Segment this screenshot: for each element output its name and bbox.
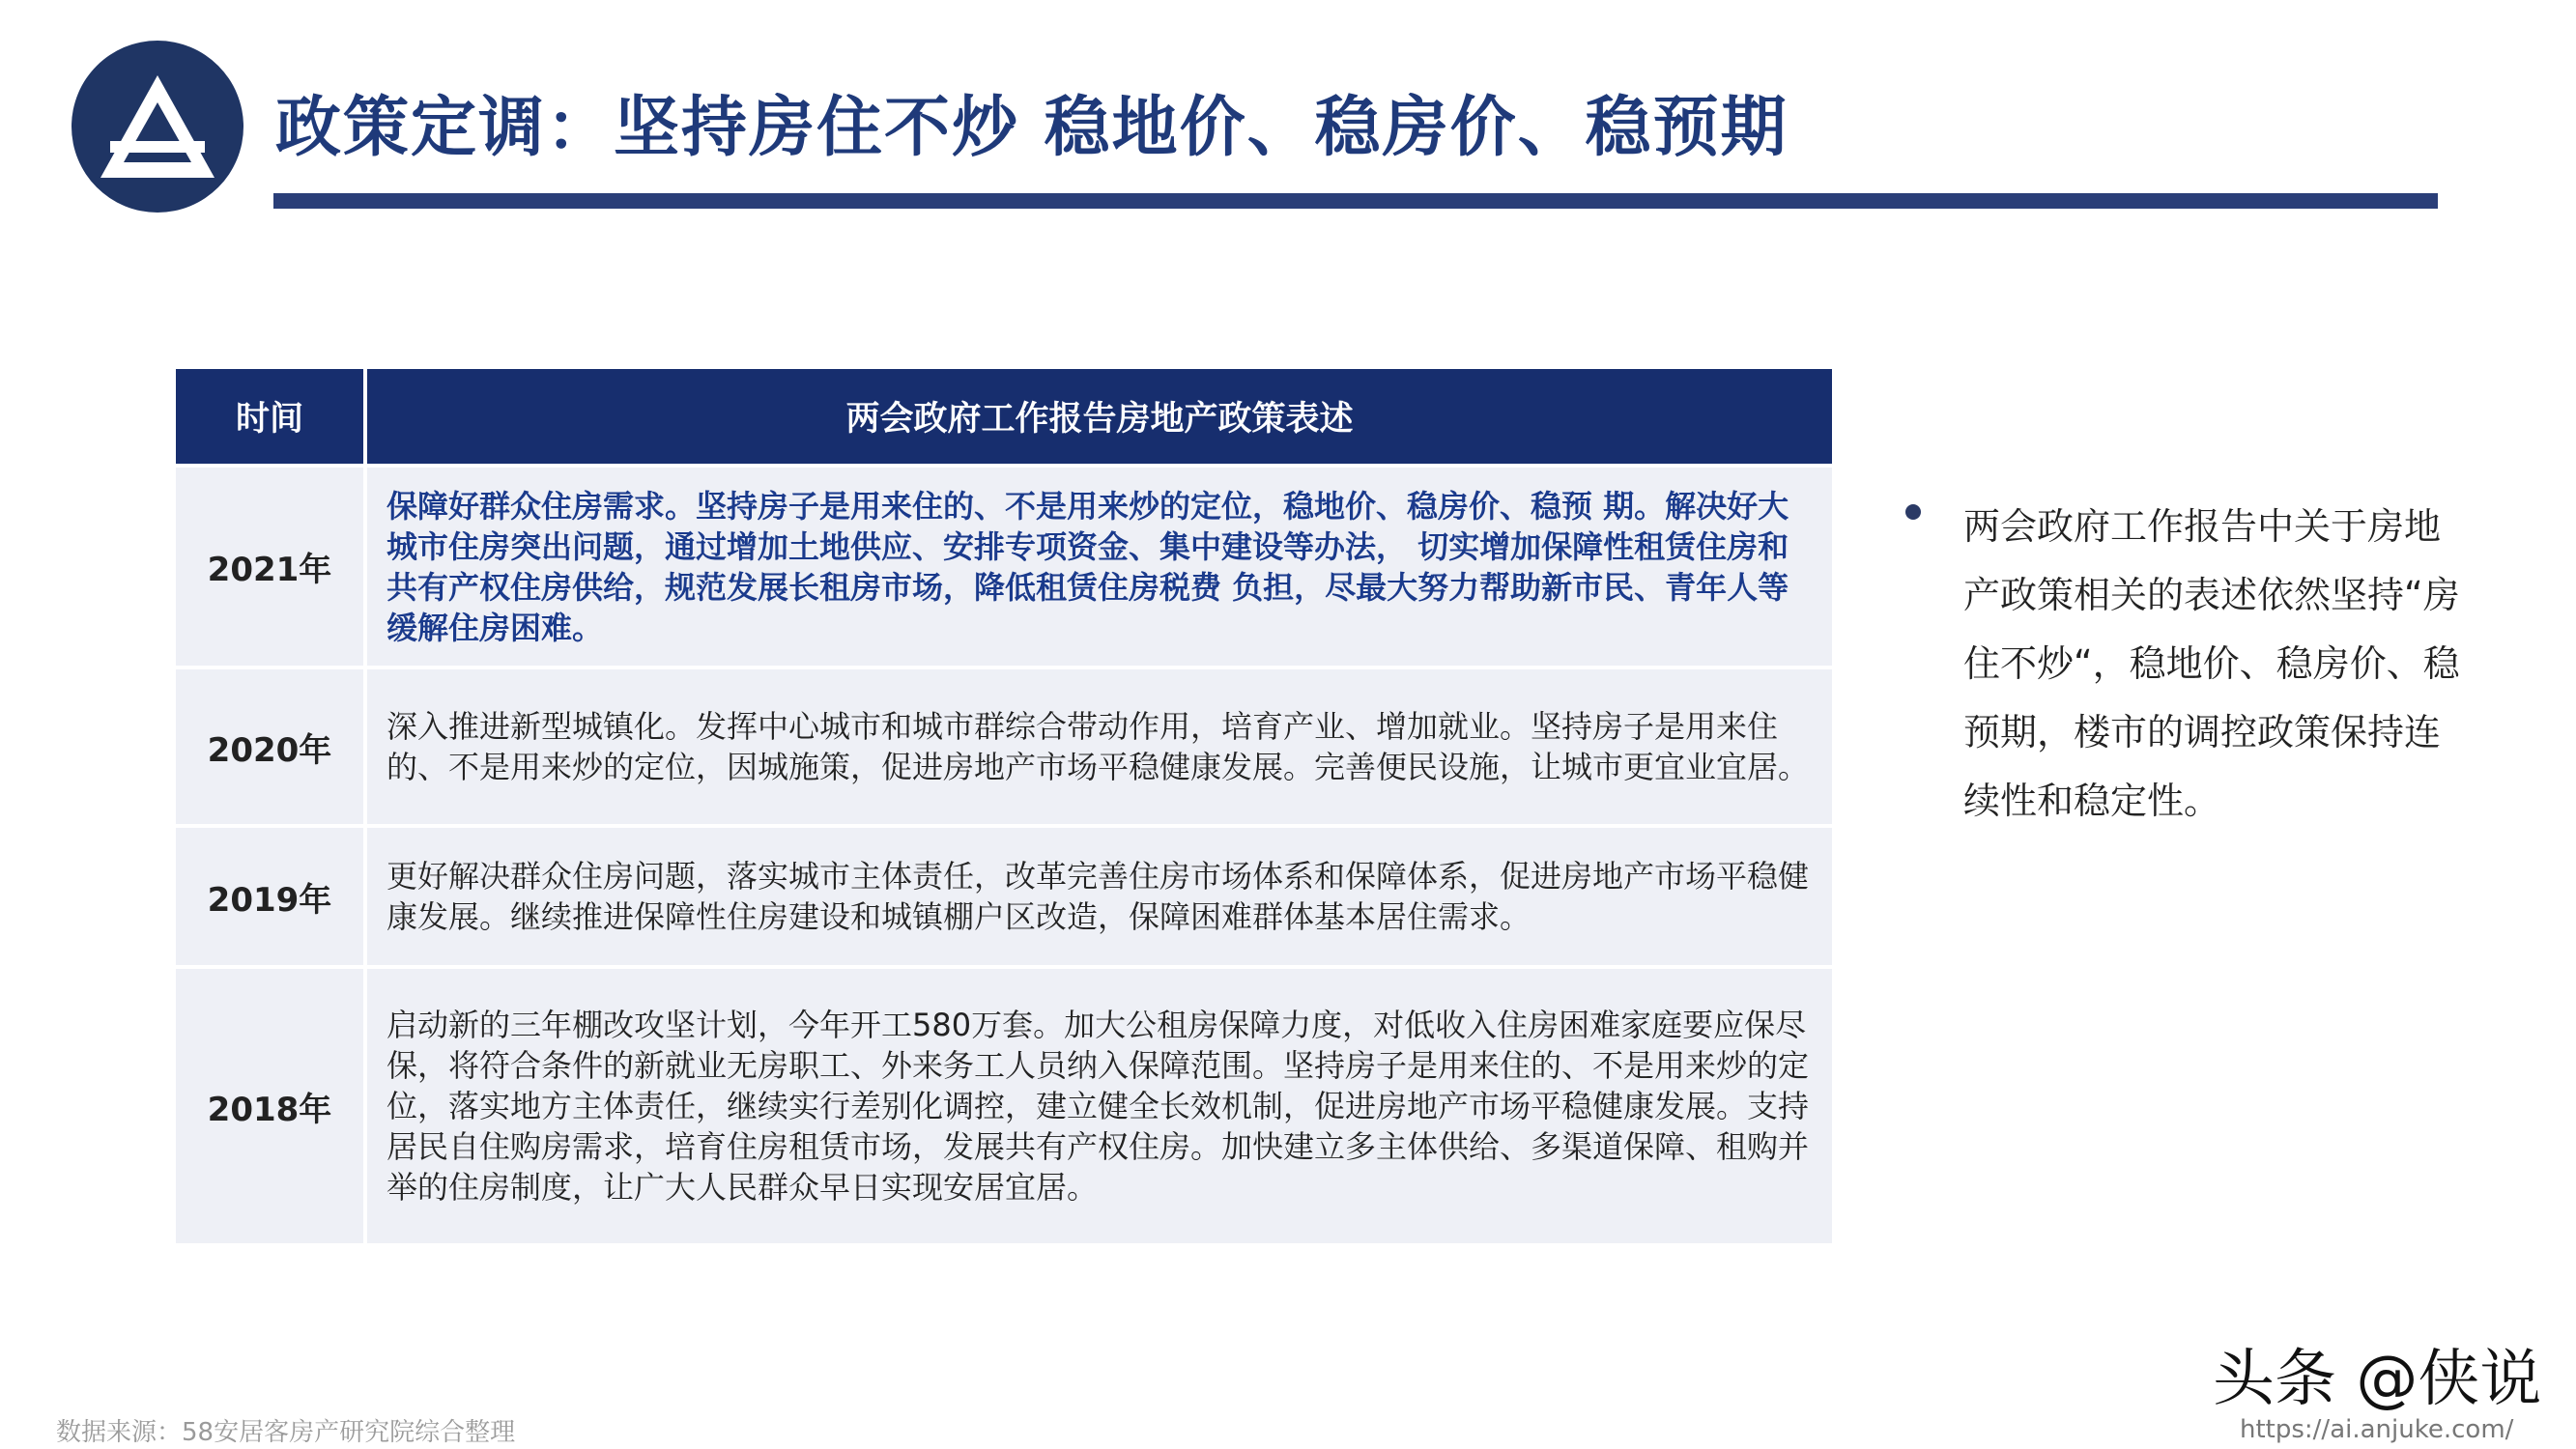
year-cell: 2021年 <box>176 466 365 668</box>
title-underline <box>273 193 2438 209</box>
policy-text-cell: 保障好群众住房需求。坚持房子是用来住的、不是用来炒的定位，稳地价、稳房价、稳预 期。解决好大城市住房突出问题，通过增加土地供应、安排专项资金、集中建设等办法， 切实增加保障性租赁住房和共有产权住房供给，规范发展长租房市场，降低租赁住房税费 负担，尽最大努力帮助新市民、青年人等缓解住房困难。 <box>365 466 1832 668</box>
policy-text-cell: 更好解决群众住房问题，落实城市主体责任，改革完善住房市场体系和保障体系，促进房地产市场平稳健康发展。继续推进保障性住房建设和城镇棚户区改造，保障困难群体基本居住需求。 <box>365 826 1832 967</box>
column-header-time: 时间 <box>176 369 365 466</box>
side-note: 两会政府工作报告中关于房地产政策相关的表述依然坚持“房住不炒“，稳地价、稳房价、稳预期，楼市的调控政策保持连续性和稳定性。 <box>1963 505 2460 822</box>
year-cell: 2018年 <box>176 967 365 1243</box>
column-header-policy: 两会政府工作报告房地产政策表述 <box>365 369 1832 466</box>
year-cell: 2019年 <box>176 826 365 967</box>
policy-table <box>176 369 1832 1243</box>
year-cell: 2020年 <box>176 668 365 826</box>
watermark-author: 头条 @侠说 <box>2213 1344 2542 1415</box>
policy-text-cell: 深入推进新型城镇化。发挥中心城市和城市群综合带动作用，培育产业、增加就业。坚持房子是用来住的、不是用来炒的定位，因城施策，促进房地产市场平稳健康发展。完善便民设施，让城市更宜业宜居。 <box>365 668 1832 826</box>
bullet-icon <box>1905 504 1921 520</box>
table-row <box>176 967 1832 1243</box>
table-header-row <box>176 369 1832 466</box>
table-row <box>176 668 1832 826</box>
page-title: 政策定调：坚持房住不炒 稳地价、稳房价、稳预期 <box>275 90 1789 166</box>
watermark-url: https://ai.anjuke.com/ <box>2240 1415 2514 1444</box>
table-row <box>176 826 1832 967</box>
data-source-note: 数据来源：58安居客房产研究院综合整理 <box>56 1418 516 1447</box>
table-row <box>176 466 1832 668</box>
policy-text-cell: 启动新的三年棚改攻坚计划，今年开工580万套。加大公租房保障力度，对低收入住房困难家庭要应保尽保，将符合条件的新就业无房职工、外来务工人员纳入保障范围。坚持房子是用来住的、不是用来炒的定位，落实地方主体责任，继续实行差别化调控，建立健全长效机制，促进房地产市场平稳健康发展。支持居民自住购房需求，培育住房租赁市场，发展共有产权住房。加快建立多主体供给、多渠道保障、租购并举的住房制度，让广大人民群众早日实现安居宜居。 <box>365 967 1832 1243</box>
company-logo <box>72 41 243 213</box>
